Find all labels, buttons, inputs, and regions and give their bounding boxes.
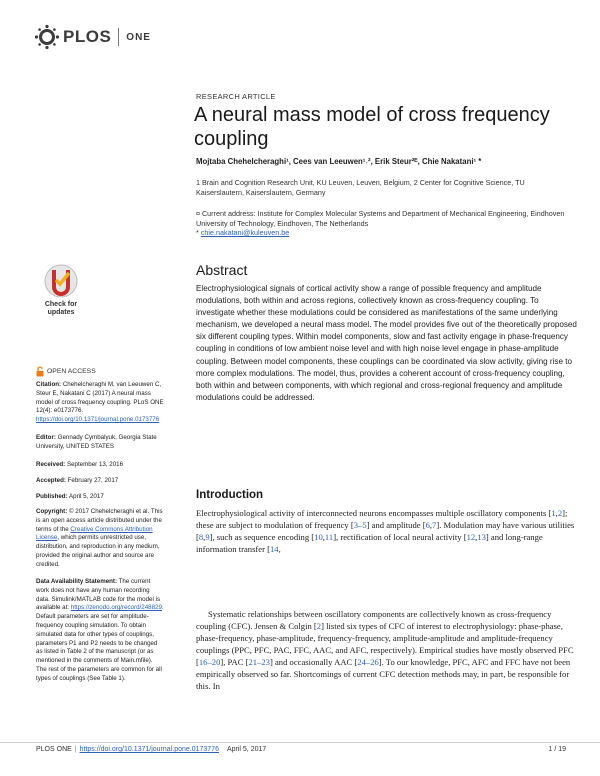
- citation-text: Chehelcheraghi M, van Leeuwen C, Steur E, Nakatani C (2017) A neural mass model of cross frequency coupling. PLoS ONE 12(4): e0173776.: [36, 381, 164, 415]
- citation-ref[interactable]: 8: [198, 532, 204, 542]
- received-block: [36, 461, 164, 470]
- citation-block: [36, 381, 164, 425]
- license-link[interactable]: Creative Commons Attribution License: [36, 525, 153, 542]
- published-label: Published:: [36, 493, 68, 500]
- introduction-paragraph-2: Systematic relationships between oscillatory components are collectively known as cross-frequency coupling (CFC). Jensen & Colgin [2] listed six types of CFC of interest to electrophysiology: phase-phase, phase-frequency, phase-amplitude, frequency-frequency, amplitude-amplitude and amplitude-frequency couplings (PPC, PFC, PAC, FFC, AAC, and AFC, respectively). Empirical studies have mostly observed PFC [16–20], PAC [21–23] and occasionally AAC [24–26]. To our knowledge, PFC, AFC and FFC have not been empirically observed so far. Shortcomings of current CFC detection methods may, in part, be responsible for this. In: [196, 609, 574, 691]
- accepted-date: February 27, 2017: [65, 477, 119, 484]
- check-for-updates-badge[interactable]: [36, 263, 86, 321]
- data-availability-label: Data Availability Statement:: [36, 578, 118, 585]
- plos-logo-icon: [34, 24, 60, 50]
- published-date: April 5, 2017: [67, 493, 104, 500]
- data-availability-text-1: The current work does not have any human recording data. Simulink/MATLAB code for the model is available at:: [36, 578, 161, 612]
- journal-name: ONE: [126, 31, 151, 43]
- brand-name: PLOS: [63, 27, 112, 46]
- footer-doi-link[interactable]: https://doi.org/10.1371/journal.pone.0173776: [79, 746, 219, 753]
- introduction-heading: Introduction: [196, 489, 264, 501]
- data-availability-text-2: . Default parameters are set for amplitude-frequency coupling simulation. To obtain simulated data for other types of couplings, parameters P1 and P2 needs to be changed as listed in Table 2 of the manuscript (or as mentioned in the comments of Main.mfile). The rest of the parameters are common for all types of couplings (See Table 1).: [36, 604, 164, 682]
- zenodo-link[interactable]: https://zenodo.org/record/248829: [70, 604, 162, 612]
- check-for-updates-icon: [43, 263, 79, 299]
- received-date: September 13, 2016: [65, 461, 124, 468]
- editor-text: Gennady Cymbalyuk, Georgia State University, UNITED STATES: [36, 434, 157, 450]
- editor-label: Editor:: [36, 434, 56, 441]
- current-address: ¤ Current address: Institute for Complex Molecular Systems and Department of Mechanical Engineering, Eindhoven University of Technology, Eindhoven, The Netherlands: [196, 209, 565, 228]
- citation-ref[interactable]: 2: [316, 621, 322, 631]
- citation-ref[interactable]: 2: [557, 508, 563, 518]
- copyright-text-2: , which permits unrestricted use, distribution, and reproduction in any medium, provided the original author and source are credited.: [36, 534, 160, 568]
- citation-ref[interactable]: 1: [551, 508, 556, 518]
- open-access-badge: [36, 366, 96, 377]
- footer-journal: PLOS ONE: [36, 746, 72, 753]
- check-for-updates-label: Check for updates: [44, 301, 78, 316]
- article-title: A neural mass model of cross frequency coupling: [194, 104, 550, 150]
- editor-block: [36, 434, 164, 452]
- citation-ref[interactable]: 21–23: [248, 657, 270, 667]
- logo-divider: [118, 28, 119, 46]
- email-link[interactable]: chie.nakatani@kuleuven.be: [200, 228, 290, 237]
- citation-ref[interactable]: 14: [269, 544, 279, 554]
- accepted-block: [36, 477, 164, 486]
- citation-ref[interactable]: 9: [205, 532, 210, 542]
- footer-divider: [0, 742, 600, 743]
- citation-ref[interactable]: 7: [432, 520, 437, 530]
- citation-ref[interactable]: 12: [466, 532, 476, 542]
- abstract-heading: Abstract: [196, 262, 248, 278]
- copyright-block: [36, 508, 164, 570]
- citation-ref[interactable]: 11: [324, 532, 334, 542]
- page-number: 1 / 19: [548, 746, 566, 753]
- email-prefix: *: [196, 228, 201, 237]
- footer-date: April 5, 2017: [226, 746, 267, 753]
- copyright-label: Copyright:: [36, 508, 68, 515]
- citation-ref[interactable]: 6: [425, 520, 430, 530]
- citation-ref[interactable]: 24–26: [357, 657, 379, 667]
- affiliations: 1 Brain and Cognition Research Unit, KU Leuven, Leuven, Belgium, 2 Center for Cognitive Science, TU Kaiserslautern, Kaiserslautern, Germany: [196, 178, 525, 197]
- citation-doi-link[interactable]: https://doi.org/10.1371/journal.pone.0173776: [36, 416, 160, 424]
- citation-ref[interactable]: 10: [314, 532, 323, 542]
- citation-ref[interactable]: 3–5: [353, 520, 367, 530]
- received-label: Received:: [36, 461, 66, 468]
- copyright-text-1: © 2017 Chehelcheraghi et al. This is an open access article distributed under the terms of the: [36, 508, 163, 533]
- author-list: Mojtaba Chehelcheraghi¹, Cees van Leeuwen¹˒², Erik Steur²ᴱ, Chie Nakatani¹ *: [196, 157, 482, 166]
- plos-logo[interactable]: [34, 24, 151, 50]
- footer-citation: PLOS ONE | https://doi.org/10.1371/journal.pone.0173776 April 5, 2017: [36, 746, 267, 753]
- citation-ref[interactable]: 13: [477, 532, 486, 542]
- open-access-label: OPEN ACCESS: [47, 368, 96, 375]
- data-availability-block: [36, 578, 164, 684]
- abstract-text: Electrophysiological signals of cortical activity show a range of possible frequency and amplitude modulations, both within and across regions, collectively known as cross-frequency coupling. To investigate whether these modulations could be considered as manifestations of the same underlying mechanism, we developed a neural mass model. The model provides five out of the theoretically proposed six different coupling types. Within model components, slow and fast activity engage in phase-frequency coupling in conditions of low ambient noise level and with high noise level engage in phase-amplitude coupling. Between model components, these couplings can be coordinated via slow activity, giving rise to more complex modulations. The model, thus, provides a coherent account of cross-frequency coupling, both within and between components, with which regional and cross-regional frequency and amplitude modulations could be addressed.: [196, 284, 577, 402]
- accepted-label: Accepted:: [36, 477, 66, 484]
- correspondence: [196, 228, 289, 237]
- introduction-paragraph-1: Electrophysiological activity of interconnected neurons encompasses multiple oscillatory components [1,2]; these are subject to modulation of frequency [3–5] and amplitude [6,7]. Modulation may have various utilities [8,9], such as sequence encoding [10,11], rectification of local neural activity [12,13] and long-range information transfer [14,: [196, 508, 575, 554]
- citation-label: Citation:: [36, 381, 62, 388]
- citation-ref[interactable]: 16–20: [198, 657, 221, 667]
- article-type: RESEARCH ARTICLE: [196, 92, 276, 101]
- published-block: [36, 493, 164, 502]
- open-lock-icon: [36, 366, 44, 377]
